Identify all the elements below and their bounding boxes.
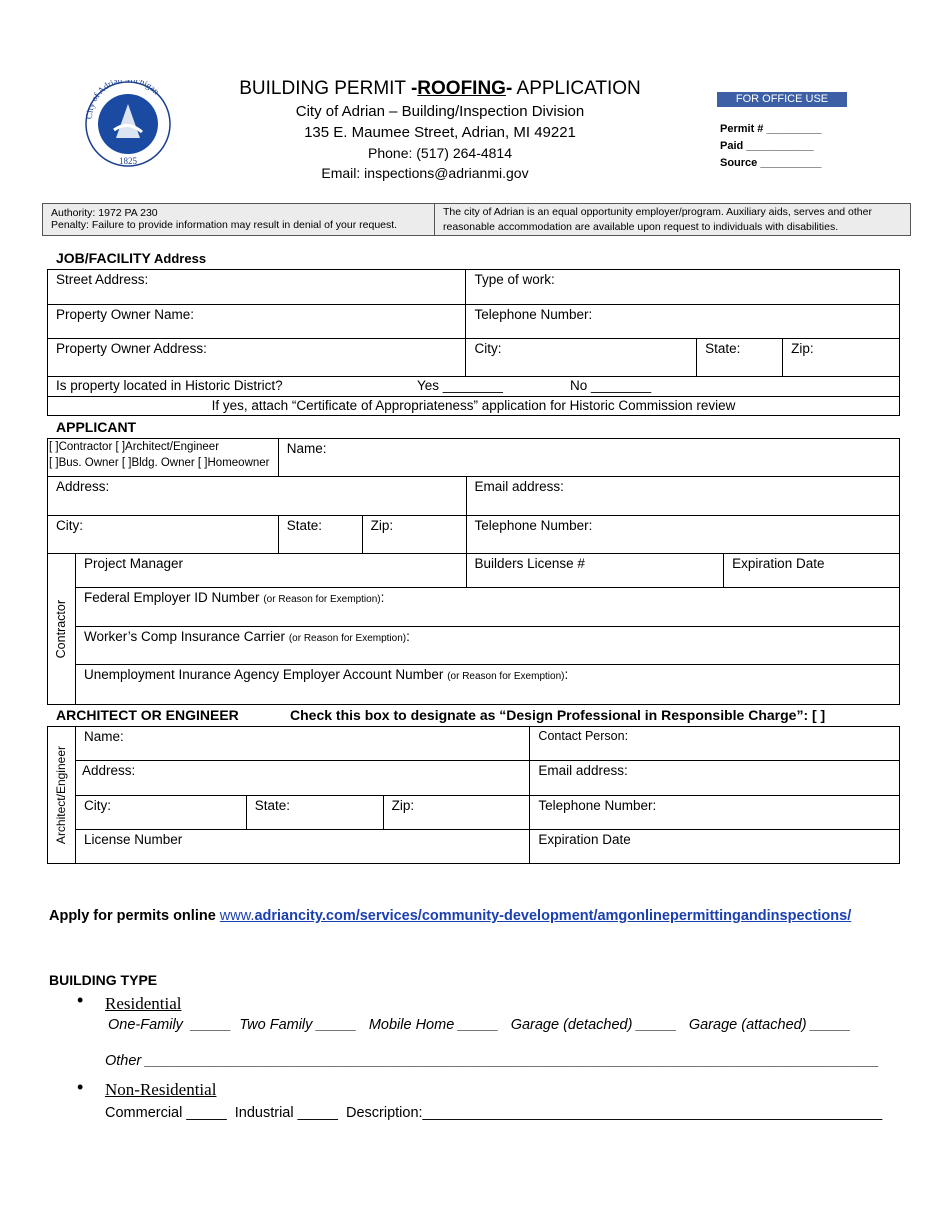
seal-ring-text: City of Adrian chigan bbox=[84, 80, 162, 120]
online-url-plain[interactable]: www. bbox=[219, 908, 255, 924]
online-label: Apply for permits online bbox=[49, 908, 220, 924]
eo-line-2: reasonable accommodation are available upon request to individuals with disabilities. bbox=[443, 221, 839, 233]
email: Email: inspections@adrianmi.gov bbox=[321, 165, 529, 181]
architect-name-field[interactable]: Name: bbox=[75, 727, 529, 761]
architect-city-field[interactable]: City: bbox=[75, 796, 246, 830]
owner-zip-field[interactable]: Zip: bbox=[783, 339, 900, 377]
architect-side-label bbox=[48, 727, 76, 864]
applicant-table bbox=[47, 438, 900, 705]
applicant-zip-field[interactable]: Zip: bbox=[362, 516, 466, 554]
permit-field: Permit # _________ bbox=[720, 123, 822, 135]
historic-question: Is property located in Historic District? bbox=[56, 378, 283, 393]
uia-note: (or Reason for Exemption) bbox=[447, 671, 565, 682]
authority-right bbox=[435, 204, 910, 235]
uia-colon: : bbox=[564, 667, 569, 682]
uia-label: Unemployment Inurance Agency Employer Account Number bbox=[83, 667, 444, 682]
header-block bbox=[220, 77, 660, 183]
job-heading-b: Address bbox=[150, 251, 207, 266]
office-use-fields bbox=[720, 121, 822, 172]
applicant-name-field[interactable]: Name: bbox=[278, 439, 899, 477]
wc-note: (or Reason for Exemption) bbox=[288, 633, 407, 644]
architect-heading: ARCHITECT OR ENGINEER bbox=[56, 707, 239, 723]
building-type-heading: BUILDING TYPE bbox=[49, 972, 158, 988]
bullet-icon: • bbox=[77, 990, 84, 1010]
architect-contact-field[interactable]: Contact Person: bbox=[530, 727, 900, 761]
architect-expiration-field[interactable]: Expiration Date bbox=[530, 830, 900, 864]
street-address: 135 E. Maumee Street, Adrian, MI 49221 bbox=[304, 124, 576, 141]
bullet-icon: • bbox=[77, 1077, 84, 1097]
applicant-email-field[interactable]: Email address: bbox=[466, 477, 899, 516]
fein-colon: : bbox=[380, 590, 385, 605]
other-field[interactable]: Other ___________________________________________________________________________________________ bbox=[105, 1053, 880, 1069]
title-dash-1: - bbox=[410, 78, 418, 99]
architect-email-field[interactable]: Email address: bbox=[530, 761, 900, 796]
workers-comp-field[interactable] bbox=[75, 627, 899, 665]
architect-table bbox=[47, 726, 900, 864]
authority-box bbox=[42, 203, 911, 236]
seal-year: 1825 bbox=[119, 156, 137, 166]
owner-address-field[interactable]: Property Owner Address: bbox=[48, 339, 466, 377]
wc-label: Worker’s Comp Insurance Carrier bbox=[83, 629, 286, 644]
design-professional-check[interactable]: Check this box to designate as “Design Professional in Responsible Charge”: [ ] bbox=[290, 707, 826, 723]
non-residential-label: Non-Residential bbox=[105, 1080, 217, 1099]
builders-license-field[interactable]: Builders License # bbox=[466, 554, 724, 588]
penalty-text: Penalty: Failure to provide information may result in denial of your request. bbox=[51, 219, 398, 231]
street-field[interactable]: Street Address: bbox=[48, 270, 466, 305]
city-seal-icon bbox=[84, 80, 174, 168]
type-of-work-field[interactable]: Type of work: bbox=[466, 270, 900, 305]
online-line bbox=[49, 908, 851, 924]
architect-state-field[interactable]: State: bbox=[246, 796, 383, 830]
architect-license-field[interactable]: License Number bbox=[75, 830, 529, 864]
residential-options[interactable]: One-Family _____ Two Family _____ Mobile Home _____ Garage (detached) _____ Garage (attached) _____ bbox=[108, 1017, 851, 1033]
source-field: Source __________ bbox=[720, 157, 822, 169]
online-url-bold[interactable]: adriancity.com/services/community-development/amgonlinepermittingandinspections/ bbox=[254, 908, 852, 924]
owner-name-field[interactable]: Property Owner Name: bbox=[48, 305, 466, 339]
architect-address-field[interactable]: Address: bbox=[75, 761, 529, 796]
owner-telephone-field[interactable]: Telephone Number: bbox=[466, 305, 900, 339]
fein-field[interactable] bbox=[75, 588, 899, 627]
applicant-city-field[interactable]: City: bbox=[48, 516, 279, 554]
page-title bbox=[220, 77, 660, 101]
residential-label: Residential bbox=[105, 994, 182, 1013]
historic-yes[interactable]: Yes ________ bbox=[417, 378, 503, 393]
job-table bbox=[47, 269, 900, 416]
architect-zip-field[interactable]: Zip: bbox=[383, 796, 530, 830]
eo-line-1: The city of Adrian is an equal opportunity employer/program. Auxiliary aids, serves and other bbox=[443, 206, 872, 218]
title-suffix: APPLICATION bbox=[512, 78, 641, 99]
city-seal bbox=[84, 80, 174, 168]
applicant-telephone-field[interactable]: Telephone Number: bbox=[466, 516, 899, 554]
fein-label: Federal Employer ID Number bbox=[83, 590, 260, 605]
historic-note: If yes, attach “Certificate of Appropriateness” application for Historic Commission review bbox=[48, 397, 900, 416]
applicant-address-field[interactable]: Address: bbox=[48, 477, 467, 516]
owner-state-field[interactable]: State: bbox=[697, 339, 783, 377]
applicant-type[interactable] bbox=[48, 439, 279, 477]
architect-label: Architect/Engineer bbox=[54, 745, 69, 845]
authority-text: Authority: 1972 PA 230 bbox=[51, 207, 158, 219]
job-heading bbox=[56, 250, 206, 266]
applicant-type-line-2[interactable]: [ ]Bus. Owner [ ]Bldg. Owner [ ]Homeowner bbox=[49, 457, 270, 469]
applicant-state-field[interactable]: State: bbox=[278, 516, 362, 554]
fein-note: (or Reason for Exemption) bbox=[263, 594, 381, 605]
authority-left bbox=[43, 204, 435, 235]
historic-no[interactable]: No ________ bbox=[570, 378, 652, 393]
owner-city-field[interactable]: City: bbox=[466, 339, 697, 377]
job-heading-a: JOB/FACILITY bbox=[56, 250, 151, 266]
non-residential-options[interactable]: Commercial _____ Industrial _____ Description:_________________________________________________________ bbox=[105, 1105, 883, 1121]
contractor-label: Contractor bbox=[54, 599, 69, 659]
historic-row bbox=[48, 377, 900, 397]
applicant-type-line-1[interactable]: [ ]Contractor [ ]Architect/Engineer bbox=[49, 441, 220, 453]
contractor-expiration-field[interactable]: Expiration Date bbox=[724, 554, 900, 588]
wc-colon: : bbox=[406, 629, 410, 644]
uia-field[interactable] bbox=[75, 665, 899, 705]
applicant-heading: APPLICANT bbox=[56, 419, 137, 435]
project-manager-field[interactable]: Project Manager bbox=[75, 554, 466, 588]
office-use-title: FOR OFFICE USE bbox=[717, 92, 847, 107]
architect-telephone-field[interactable]: Telephone Number: bbox=[530, 796, 900, 830]
title-dash-2: - bbox=[505, 78, 513, 99]
division: City of Adrian – Building/Inspection Division bbox=[295, 103, 585, 120]
paid-field: Paid ___________ bbox=[720, 140, 814, 152]
title-emph: ROOFING bbox=[417, 78, 506, 99]
contractor-side-label bbox=[48, 554, 76, 705]
online-permit-link[interactable] bbox=[220, 908, 851, 924]
title-prefix: BUILDING PERMIT bbox=[239, 78, 411, 99]
phone: Phone: (517) 264-4814 bbox=[368, 145, 512, 161]
